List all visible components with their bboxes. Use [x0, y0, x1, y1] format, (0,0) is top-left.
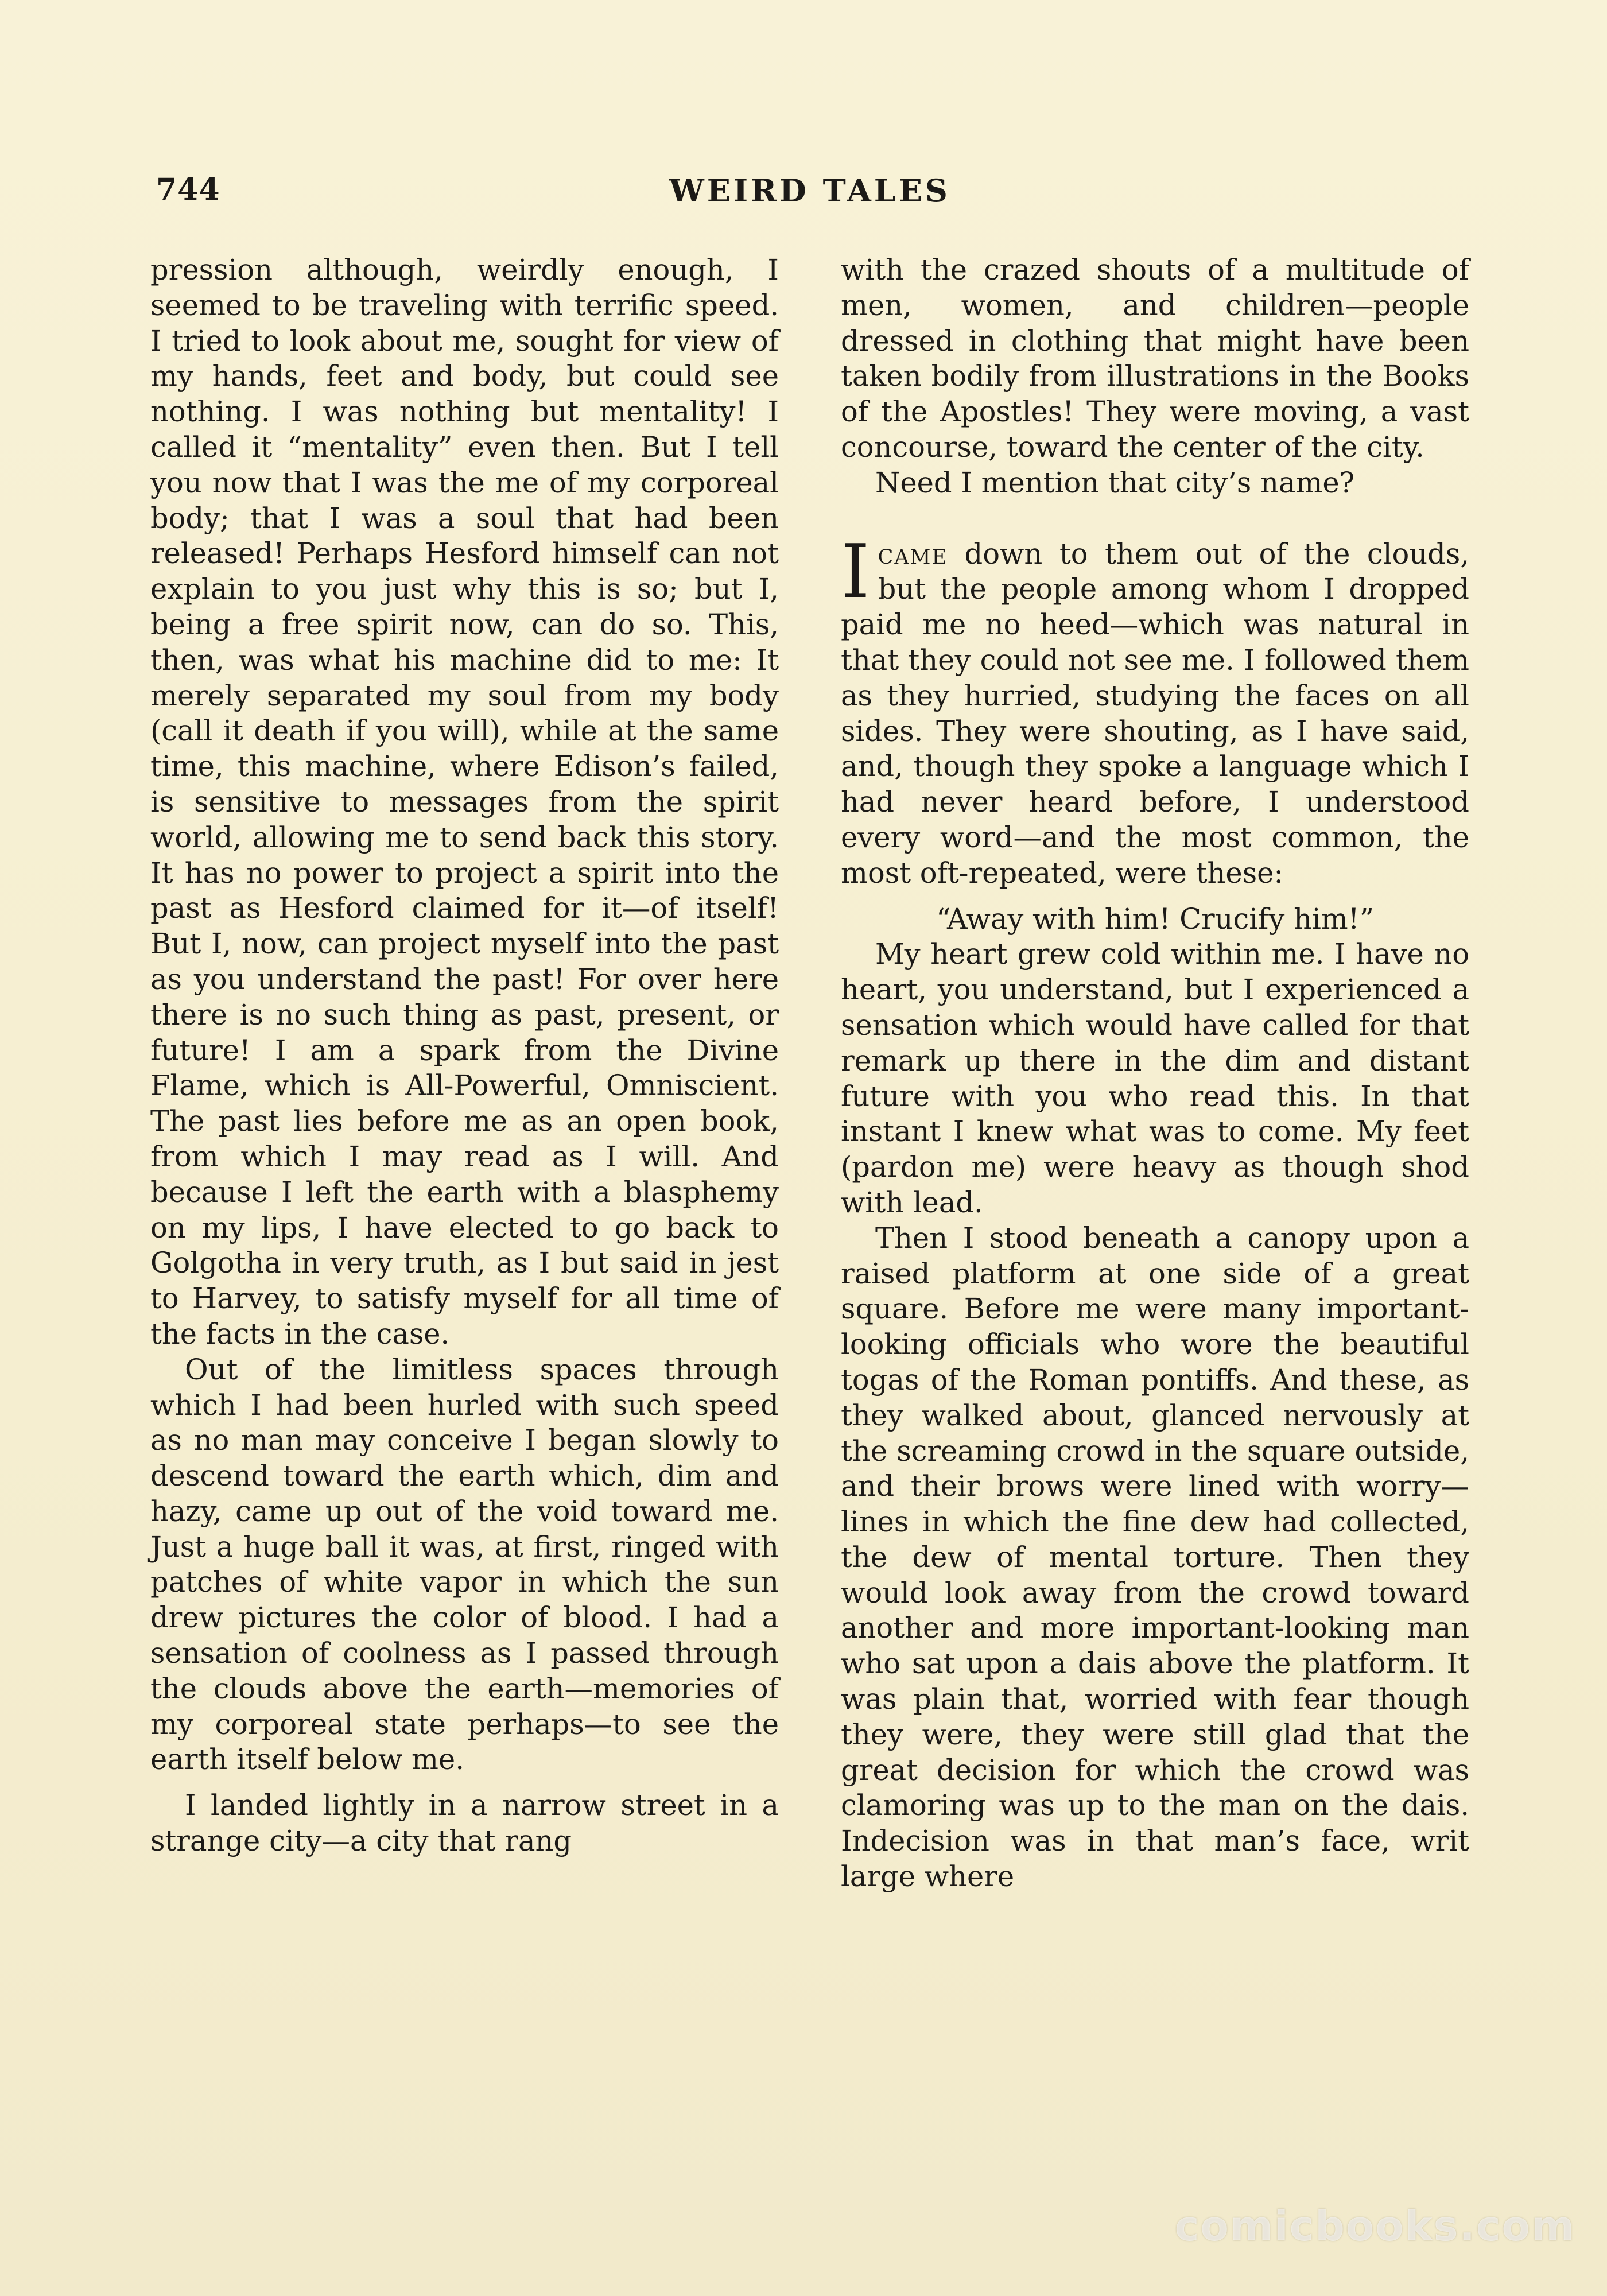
- text-columns: [150, 253, 1469, 1895]
- dropcap-paragraph-text: down to them out of the clouds, but the people among whom I dropped paid me no heed—which was natural in that they could not see me. I followed them as they hurried, studying the faces on all sides. They were shouting, as I have said, and, though they spoke a language which I had never heard before, I understood every word—and the most common, the most oft-repeated, were these:: [841, 537, 1469, 890]
- page-number: 744: [156, 172, 220, 207]
- right-paragraph-quote: “Away with him! Crucify him!”: [936, 902, 1374, 936]
- right-paragraph-6: Then I stood beneath a canopy upon a raised platform at one side of a great square. Before me were many important-looking officials who wore the beautiful togas of the Roman pontiffs. And these, as they walked about, glanced nervously at the screaming crowd in the square outside, and their brows were lined with worry—lines in which the fine dew had collected, the dew of mental torture. Then they would look away from the crowd toward another and more important-looking man who sat upon a dais above the platform. It was plain that, worried with fear though they were, they were still glad that the great decision for which the crowd was clamoring was up to the man on the dais. Indecision was in that man’s face, writ large where: [841, 1221, 1469, 1894]
- right-paragraph-5: My heart grew cold within me. I have no heart, you understand, but I experienced a sensation which would have called for that remark up there in the dim and distant future with you who read this. In that instant I knew what was to come. My feet (pardon me) were heavy as though shod with lead.: [841, 937, 1469, 1219]
- drop-cap-letter: I: [841, 529, 870, 615]
- left-paragraph-3: I landed lightly in a narrow street in a strange city—a city that rang: [150, 1789, 779, 1858]
- right-paragraph-2: Need I mention that city’s name?: [875, 466, 1355, 499]
- section-break: [841, 501, 1469, 537]
- right-paragraph-dropcap: [841, 529, 1469, 891]
- running-title: WEIRD TALES: [669, 172, 950, 209]
- left-paragraph-1: pression although, weirdly enough, I seemed to be traveling with terrific speed. I tried to look about me, sought for view of my hands, feet and body, but could see nothing. I was nothing but mentality! I called it “mentality” even then. But I tell you now that I was the me of my corporeal body; that I was a soul that had been released! Perhaps Hesford himself can not explain to you just why this is so; but I, being a free spirit now, can do so. This, then, was what his machine did to me: It merely separated my soul from my body (call it death if you will), while at the same time, this machine, where Edison’s failed, is sensitive to messages from the spirit world, allowing me to send back this story. It has no power to project a spirit into the past as Hesford claimed for it—of itself! But I, now, can project myself into the past as you understand the past! For over here there is no such thing as past, present, or future! I am a spark from the Divine Flame, which is All-Powerful, Omniscient. The past lies before me as an open book, from which I may read as I will. And because I left the earth with a blasphemy on my lips, I have elected to go back to Golgotha in very truth, as I but said in jest to Harvey, to satisfy myself for all time of the facts in the case.: [150, 253, 779, 1351]
- small-caps-lead: came: [878, 537, 948, 571]
- left-paragraph-2: Out of the limitless spaces through which I had been hurled with such speed as no man may conceive I began slowly to descend toward the earth which, dim and hazy, came up out of the void toward me. Just a huge ball it was, at first, ringed with patches of white vapor in which the sun drew pictures the color of blood. I had a sensation of coolness as I passed through the clouds above the earth—memories of my corporeal state perhaps—to see the earth itself below me.: [150, 1352, 779, 1777]
- page-header: [150, 172, 1469, 224]
- site-watermark: comicbooks.com: [1174, 2202, 1575, 2250]
- right-paragraph-1: with the crazed shouts of a multitude of men, women, and children—people dressed in clothing that might have been taken bodily from illustrations in the Books of the Apostles! They were moving, a vast concourse, toward the center of the city.: [841, 253, 1469, 464]
- left-column: [150, 253, 779, 1895]
- right-column: [841, 253, 1469, 1895]
